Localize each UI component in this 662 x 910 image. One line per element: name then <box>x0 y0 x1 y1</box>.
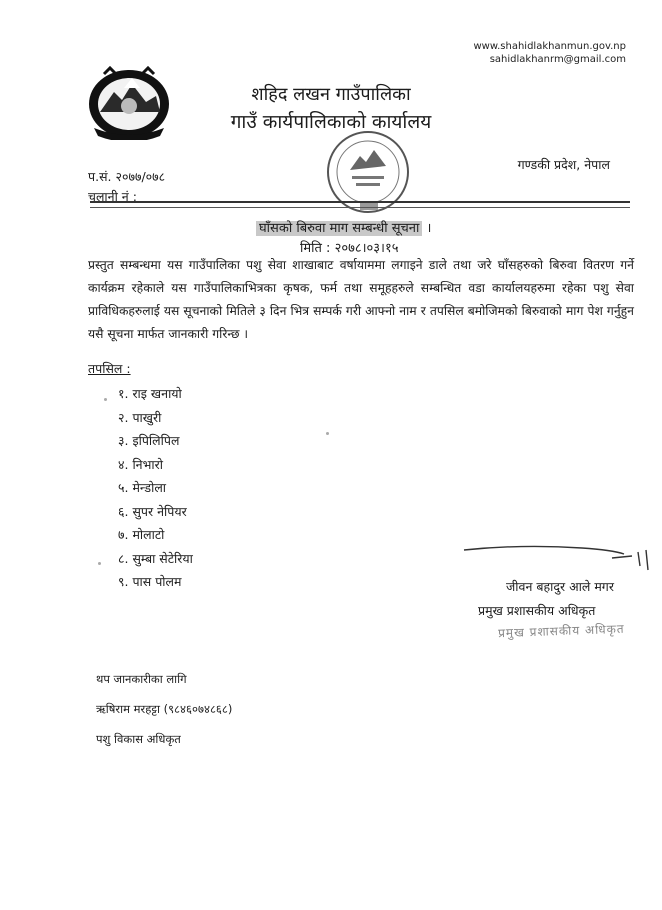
reference-number: प.सं. २०७७/०७८ <box>88 169 166 184</box>
notice-body: प्रस्तुत सम्बन्धमा यस गाउँपालिका पशु सेवा शाखाबाट वर्षायाममा लगाइने डाले तथा जरे घाँसहरुको बिरुवा वितरण गर्ने कार्यक्रम रहेकाले यस गाउँपालिकाभित्रका कृषक, फर्म तथा समूहहरुले सम्बन्धित वडा कार्यालयहरुमा रहेका पशु सेवा प्राविधिकहरुलाई यस सूचनाको मितिले ३ दिन भित्र सम्पर्क गरी आफ्नो नाम र तपसिल बमोजिमको बिरुवाको माग पेश गर्नुहुन यसै सूचना मार्फत जानकारी गरिन्छ । <box>88 258 634 341</box>
email-text: sahidlakhanrm@gmail.com <box>489 54 626 65</box>
website-text: www.shahidlakhanmun.gov.np <box>473 41 626 52</box>
province-text: गण्डकी प्रदेश, नेपाल <box>517 157 610 172</box>
signature-icon <box>462 536 652 576</box>
header-rule-thin <box>90 207 630 208</box>
list-item: ५. मेन्डोला <box>118 480 167 495</box>
list-item: २. पाखुरी <box>118 409 162 425</box>
list-item: ३. इपिलिपिल <box>118 433 180 448</box>
list-item: ६. सुपर नेपियर <box>118 503 187 519</box>
office-seal-icon <box>322 126 414 218</box>
signatory-title: प्रमुख प्रशासकीय अधिकृत <box>478 603 596 618</box>
grass-list <box>118 382 193 594</box>
signatory-name: जीवन बहादुर आले मगर <box>506 579 614 594</box>
org-name: शहिद लखन गाउँपालिका <box>251 84 411 105</box>
list-item: ८. सुम्बा सेटेरिया <box>118 550 193 566</box>
tapsil-label: तपसिल : <box>88 361 131 376</box>
list-item: ७. मोलाटो <box>118 527 165 542</box>
contact-person: ऋषिराम मरहट्टा (९८४६०७४८६८) <box>96 702 233 716</box>
notice-subject <box>256 218 431 236</box>
scan-speck <box>98 562 101 565</box>
notice-date: मिति : २०७८।०३।१५ <box>300 241 399 256</box>
list-item: १. राइ खनायो <box>118 386 182 401</box>
subject-text: घाँसको बिरुवा माग सम्बन्धी सूचना <box>256 221 422 236</box>
contact-heading: थप जानकारीका लागि <box>96 672 187 686</box>
header-rule <box>90 201 630 203</box>
office-name: गाउँ कार्यपालिकाको कार्यालय <box>230 111 432 133</box>
contact-role: पशु विकास अधिकृत <box>96 732 181 746</box>
dispatch-number: चलानी नं : <box>88 189 137 204</box>
list-item: ४. निभारो <box>118 456 163 472</box>
list-item: ९. पास पोलम <box>118 574 182 589</box>
scan-speck <box>104 398 107 401</box>
contact-web-block <box>473 40 626 66</box>
scan-speck <box>326 432 329 435</box>
designation-stamp: प्रमुख प्रशासकीय अधिकृत <box>497 621 625 641</box>
subject-suffix: । <box>426 221 432 236</box>
